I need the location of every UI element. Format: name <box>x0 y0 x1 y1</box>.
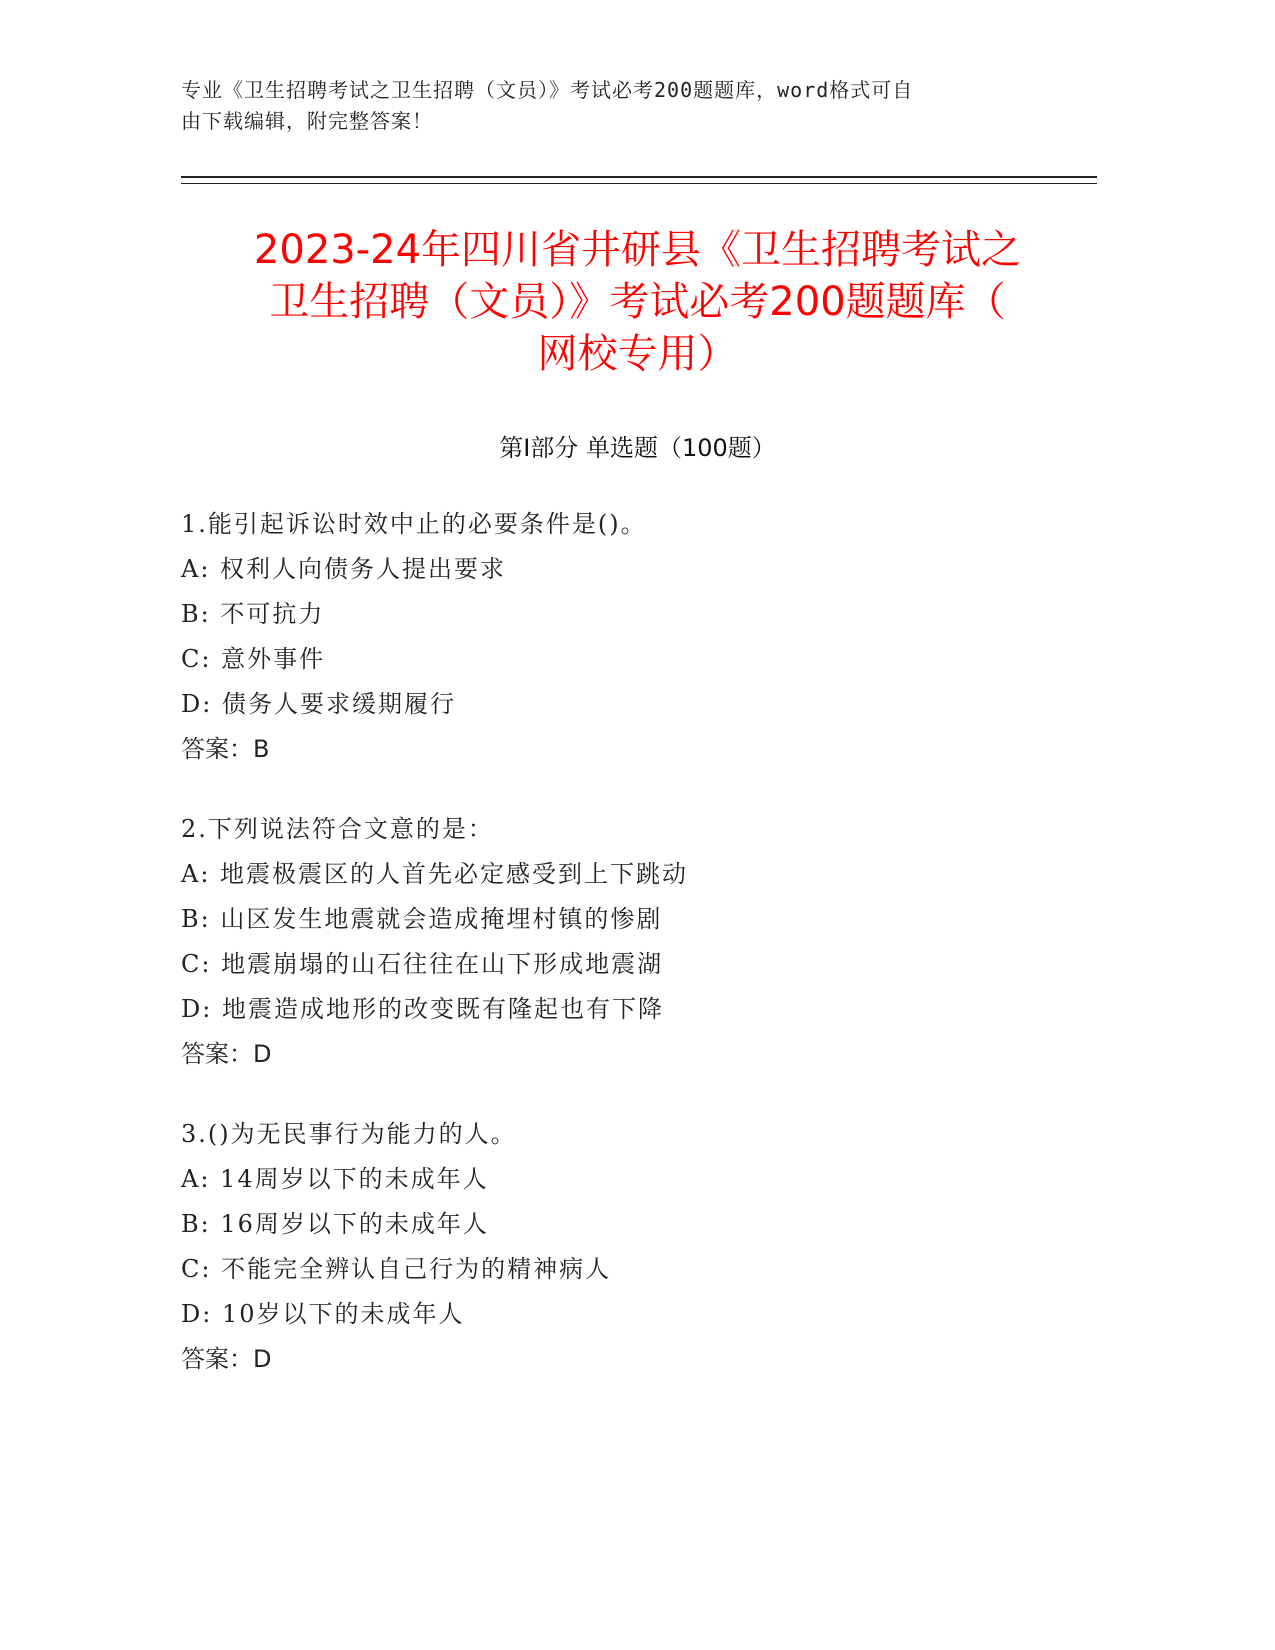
answer: 答案：B <box>181 735 270 763</box>
option-d: D: 地震造成地形的改变既有隆起也有下降 <box>181 995 664 1023</box>
header-note-line-1: 专业《卫生招聘考试之卫生招聘（文员）》考试必考200题题库，word格式可自 <box>181 78 914 102</box>
header-note-line-2: 由下载编辑，附完整答案！ <box>181 109 433 133</box>
header-rule-thin <box>181 183 1097 184</box>
option-d: D: 债务人要求缓期履行 <box>181 690 456 718</box>
option-a: A: 权利人向债务人提出要求 <box>181 555 507 583</box>
document-title-line-2: 卫生招聘（文员）》考试必考200题题库（ <box>269 279 1006 325</box>
question-1 <box>181 502 1081 772</box>
section-heading: 第Ⅰ部分 单选题（100题） <box>499 434 776 462</box>
document-title <box>175 224 1100 380</box>
question-stem: 2.下列说法符合文意的是： <box>181 815 494 843</box>
question-stem: 3.()为无民事行为能力的人。 <box>181 1120 517 1148</box>
document-title-line-3: 网校专用） <box>537 331 738 377</box>
option-d: D: 10岁以下的未成年人 <box>181 1300 465 1328</box>
option-b: B: 不可抗力 <box>181 600 325 628</box>
option-a: A: 地震极震区的人首先必定感受到上下跳动 <box>181 860 689 888</box>
option-c: C: 不能完全辨认自己行为的精神病人 <box>181 1255 612 1283</box>
header-note <box>181 75 1041 137</box>
question-2 <box>181 807 1081 1077</box>
header-rule-thick <box>181 176 1097 178</box>
option-b: B: 16周岁以下的未成年人 <box>181 1210 489 1238</box>
answer: 答案：D <box>181 1040 272 1068</box>
question-3 <box>181 1112 1081 1382</box>
document-title-line-1: 2023-24年四川省井研县《卫生招聘考试之 <box>253 227 1022 273</box>
question-stem: 1.能引起诉讼时效中止的必要条件是()。 <box>181 510 647 538</box>
option-c: C: 地震崩塌的山石往往在山下形成地震湖 <box>181 950 664 978</box>
answer: 答案：D <box>181 1345 272 1373</box>
option-b: B: 山区发生地震就会造成掩埋村镇的惨剧 <box>181 905 663 933</box>
option-c: C: 意外事件 <box>181 645 326 673</box>
option-a: A: 14周岁以下的未成年人 <box>181 1165 489 1193</box>
